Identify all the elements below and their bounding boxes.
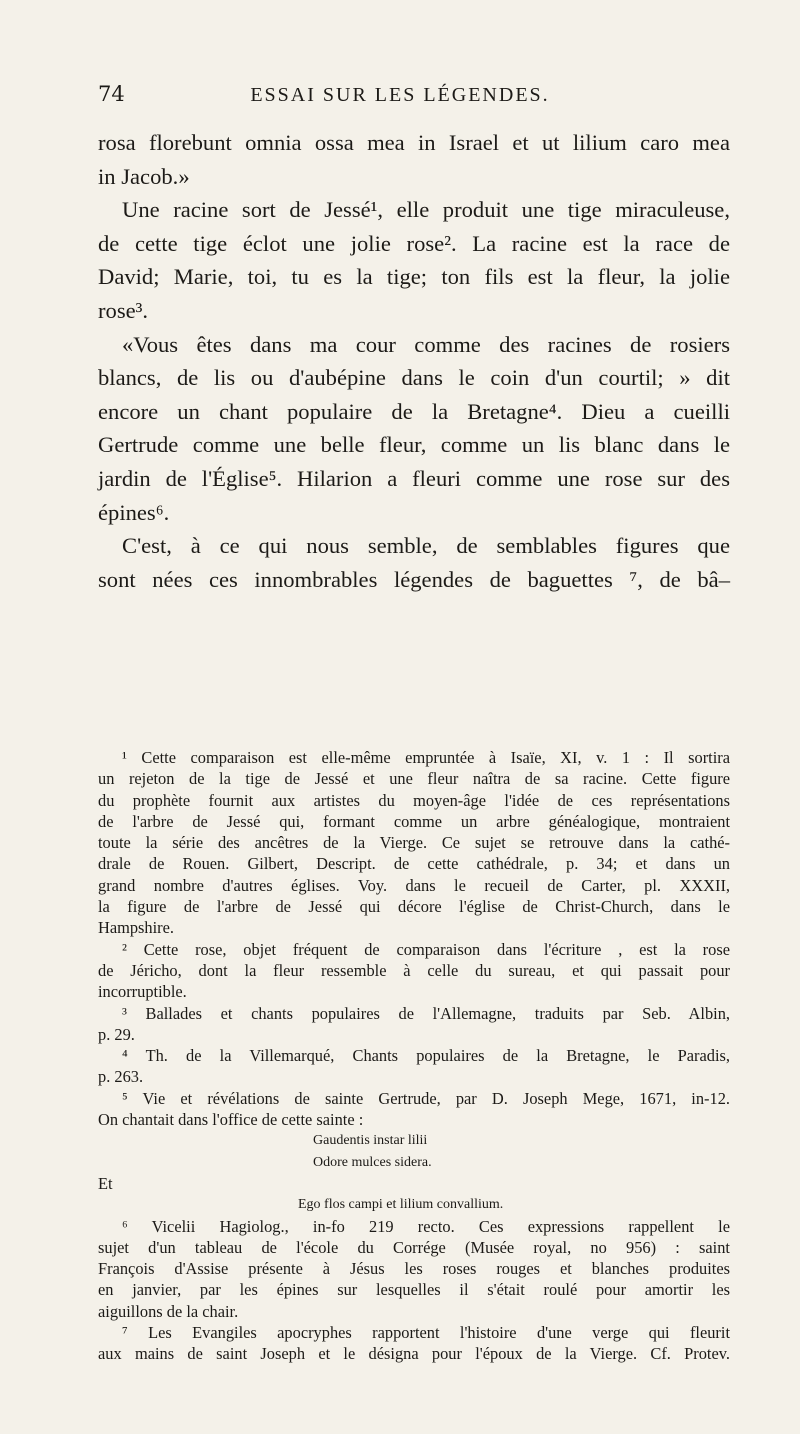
body-line: jardin de l'Église⁵. Hilarion a fleuri comme une rose sur des: [98, 465, 730, 491]
verse-line: Ego flos campi et lilium convallium.: [298, 1197, 504, 1213]
footnote-1: ¹ Cette comparaison est elle-même empruntée à Isaïe, XI, v. 1 : Il sortira un rejeton de la tige de Jessé et une fleur naîtra de sa racine. Cette figure du prophète fournit aux artistes du moyen-âge l'idée de ces représentations de l'arbre de Jessé qui, formant comme un arbre généalogique, montraient toute la série des ancêtres de la Vierge. Ce sujet se retrouve dans la cathé- drale de Rouen. Gilbert, Descript. de cette cathédrale, p. 34; et dans un grand nombre d'autres églises. Voy. dans le recueil de Carter, pl. XXXII, la figure de l'arbre de Jessé qui décore l'église de Christ-Church, dans le Hampshire.: [98, 748, 730, 938]
footnote-5: ⁵ Vie et révélations de sainte Gertrude, par D. Joseph Mege, 1671, in-12. On chantait dans l'office de cette sainte : Gaudentis instar lilii Odore mulces sidera. Et Ego flos campi et lilium convallium.: [98, 1088, 730, 1216]
body-line: encore un chant populaire de la Bretagne⁴. Dieu a cueilli: [98, 398, 730, 424]
body-line: in Jacob.»: [98, 163, 190, 189]
body-line: de cette tige éclot une jolie rose². La racine est la race de: [98, 230, 730, 256]
body-line: sont nées ces innombrables légendes de baguettes ⁷, de bâ–: [98, 566, 730, 592]
verse-line: Gaudentis instar lilii: [313, 1133, 428, 1149]
verse-line: Odore mulces sidera.: [313, 1154, 432, 1170]
footnotes: [98, 747, 730, 1365]
body-line: Une racine sort de Jessé¹, elle produit une tige miraculeuse,: [122, 197, 730, 223]
body-line: David; Marie, toi, tu es la tige; ton fils est la fleur, la jolie: [98, 264, 730, 290]
footnote-2: ² Cette rose, objet fréquent de comparaison dans l'écriture , est la rose de Jéricho, dont la fleur ressemble à celle du sureau, et qui passait pour incorruptible.: [98, 939, 730, 1002]
body-line: Gertrude comme une belle fleur, comme un lis blanc dans le: [98, 432, 730, 458]
body-line: rose³.: [98, 297, 149, 323]
verse-connector: Et: [98, 1173, 113, 1193]
footnote-3: ³ Ballades et chants populaires de l'Allemagne, traduits par Seb. Albin, p. 29.: [98, 1003, 730, 1044]
footnote-4: ⁴ Th. de la Villemarqué, Chants populaires de la Bretagne, le Paradis, p. 263.: [98, 1046, 730, 1087]
body-line: blancs, de lis ou d'aubépine dans le coin d'un courtil; » dit: [98, 365, 730, 391]
body-line: «Vous êtes dans ma cour comme des racines de rosiers: [122, 331, 730, 357]
body-line: C'est, à ce qui nous semble, de semblables figures que: [122, 533, 730, 559]
footnote-6: ⁶ Vicelii Hagiolog., in-fo 219 recto. Ces expressions rappellent le sujet d'un tableau de l'école du Corrége (Musée royal, no 956) : saint François d'Assise présente à Jésus les roses rouges et blanches produites en janvier, par les épines sur lesquelles il s'était roulé pour amortir les aiguillons de la chair.: [98, 1216, 730, 1321]
page-number: 74: [98, 82, 125, 106]
footnote-7: ⁷ Les Evangiles apocryphes rapportent l'histoire d'une verge qui fleurit aux mains de saint Joseph et le désigna pour l'époux de la Vierge. Cf. Protev.: [98, 1323, 730, 1364]
running-title: ESSAI SUR LES LÉGENDES.: [250, 84, 550, 106]
body-text: [98, 126, 730, 596]
body-line: épines⁶.: [98, 499, 170, 525]
body-line: rosa florebunt omnia ossa mea in Israel et ut lilium caro mea: [98, 130, 730, 155]
